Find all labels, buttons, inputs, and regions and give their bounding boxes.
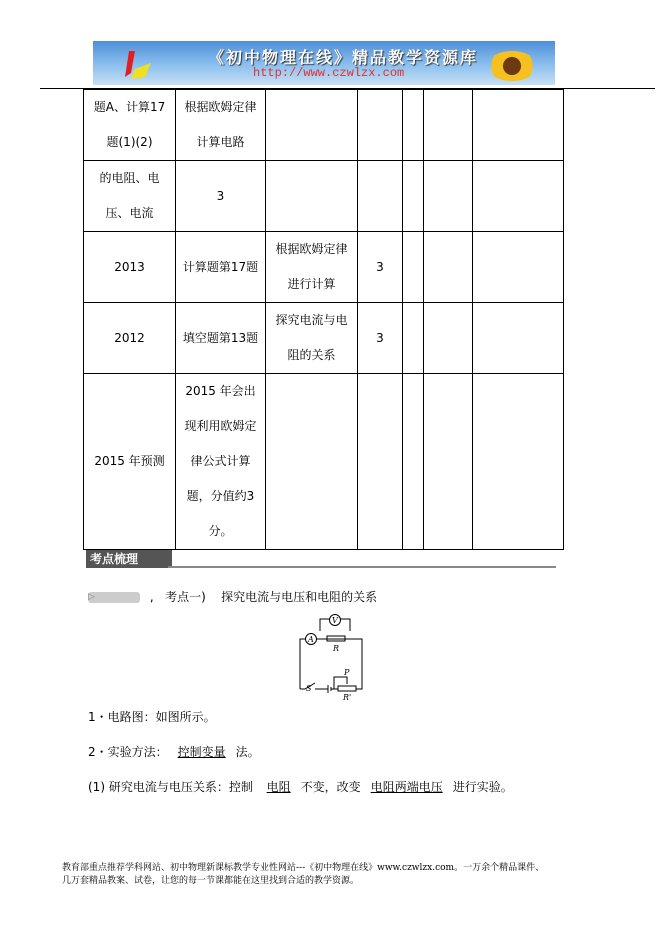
table-cell [473,303,564,374]
table-cell [403,232,424,303]
table-row [84,161,564,232]
answer-blank: 控制变量 [177,745,226,759]
table-cell [403,90,424,161]
circuit-diagram [290,614,375,702]
table-cell [403,303,424,374]
table-cell: 2015 年预测 [84,374,176,550]
item-2-label: 2・实验方法： [88,745,168,759]
table-cell [358,90,403,161]
table-cell [473,232,564,303]
rheostat-label: R' [343,693,352,702]
section-title: 考点梳理 [86,550,172,568]
answer-blank: 电阻 [266,780,291,794]
item-1: 1・电路图：如图所示。 [88,710,216,724]
header-banner [93,41,555,85]
table-row [84,374,564,550]
table-cell [473,374,564,550]
table-cell: 填空题第13题 [176,303,266,374]
item-3 [88,778,513,795]
table-cell [424,303,473,374]
table-row [84,303,564,374]
table-cell [424,232,473,303]
table-cell: 根据欧姆定律计算电路 [176,90,266,161]
table-cell: 2012 [84,303,176,374]
table-cell: 题A、计算17题(1)(2) [84,90,176,161]
section-rule [168,566,556,568]
table-cell [358,161,403,232]
item-3-label: (1) 研究电流与电压关系：控制 [88,780,253,794]
item-3-mid: 不变，改变 [300,780,361,794]
footer-line: 教育部重点推荐学科网站、初中物理新课标教学专业性网站---《初中物理在线》www.czwlzx.com。一万余个精品课件、 [62,863,545,873]
logo-icon [121,49,153,81]
footer [62,862,544,888]
table-cell [358,374,403,550]
item-2-suffix: 法。 [235,745,260,759]
answer-blank: 电阻两端电压 [370,780,443,794]
table-cell: 2013 [84,232,176,303]
table-cell: 2015 年会出现利用欧姆定律公式计算题，分值约3分。 [176,374,266,550]
voltmeter-label: V [332,616,338,625]
table-row [84,232,564,303]
item-2 [88,743,260,760]
item-3-suffix: 进行实验。 [452,780,513,794]
table-cell: 计算题第17题 [176,232,266,303]
exam-table [83,89,564,550]
table-cell: 根据欧姆定律进行计算 [266,232,358,303]
footer-line: 几万套精品教案、试卷，让您的每一节课都能在这里找到合适的教学资源。 [62,876,360,886]
resistor-label: R [333,644,340,653]
switch-label: S [306,684,312,693]
table-cell [424,374,473,550]
play-icon: ▷ [88,592,140,603]
table-cell [424,161,473,232]
table-cell [266,90,358,161]
table-cell [424,90,473,161]
table-cell [473,90,564,161]
table-cell: 3 [176,161,266,232]
table-cell [403,374,424,550]
table-cell [473,161,564,232]
section-header [86,550,556,570]
topic-title: 探究电流与电压和电阻的关系 [221,590,378,604]
table-cell: 3 [358,232,403,303]
topic-prefix: , [149,590,154,604]
slider-label: P [344,668,350,677]
table-cell: 探究电流与电阻的关系 [266,303,358,374]
table-cell [266,374,358,550]
table-cell [403,161,424,232]
table-cell: 的电阻、电压、电流 [84,161,176,232]
table-cell: 3 [358,303,403,374]
topic-label: 考点一) [165,590,206,604]
topic-heading [88,588,377,605]
ammeter-label: A [308,635,314,644]
sunflower-icon [487,51,537,81]
banner-title: 《初中物理在线》精品教学资源库 [208,48,479,67]
banner-url[interactable]: http://www.czwlzx.com [253,66,405,80]
table-row [84,90,564,161]
table-cell [266,161,358,232]
